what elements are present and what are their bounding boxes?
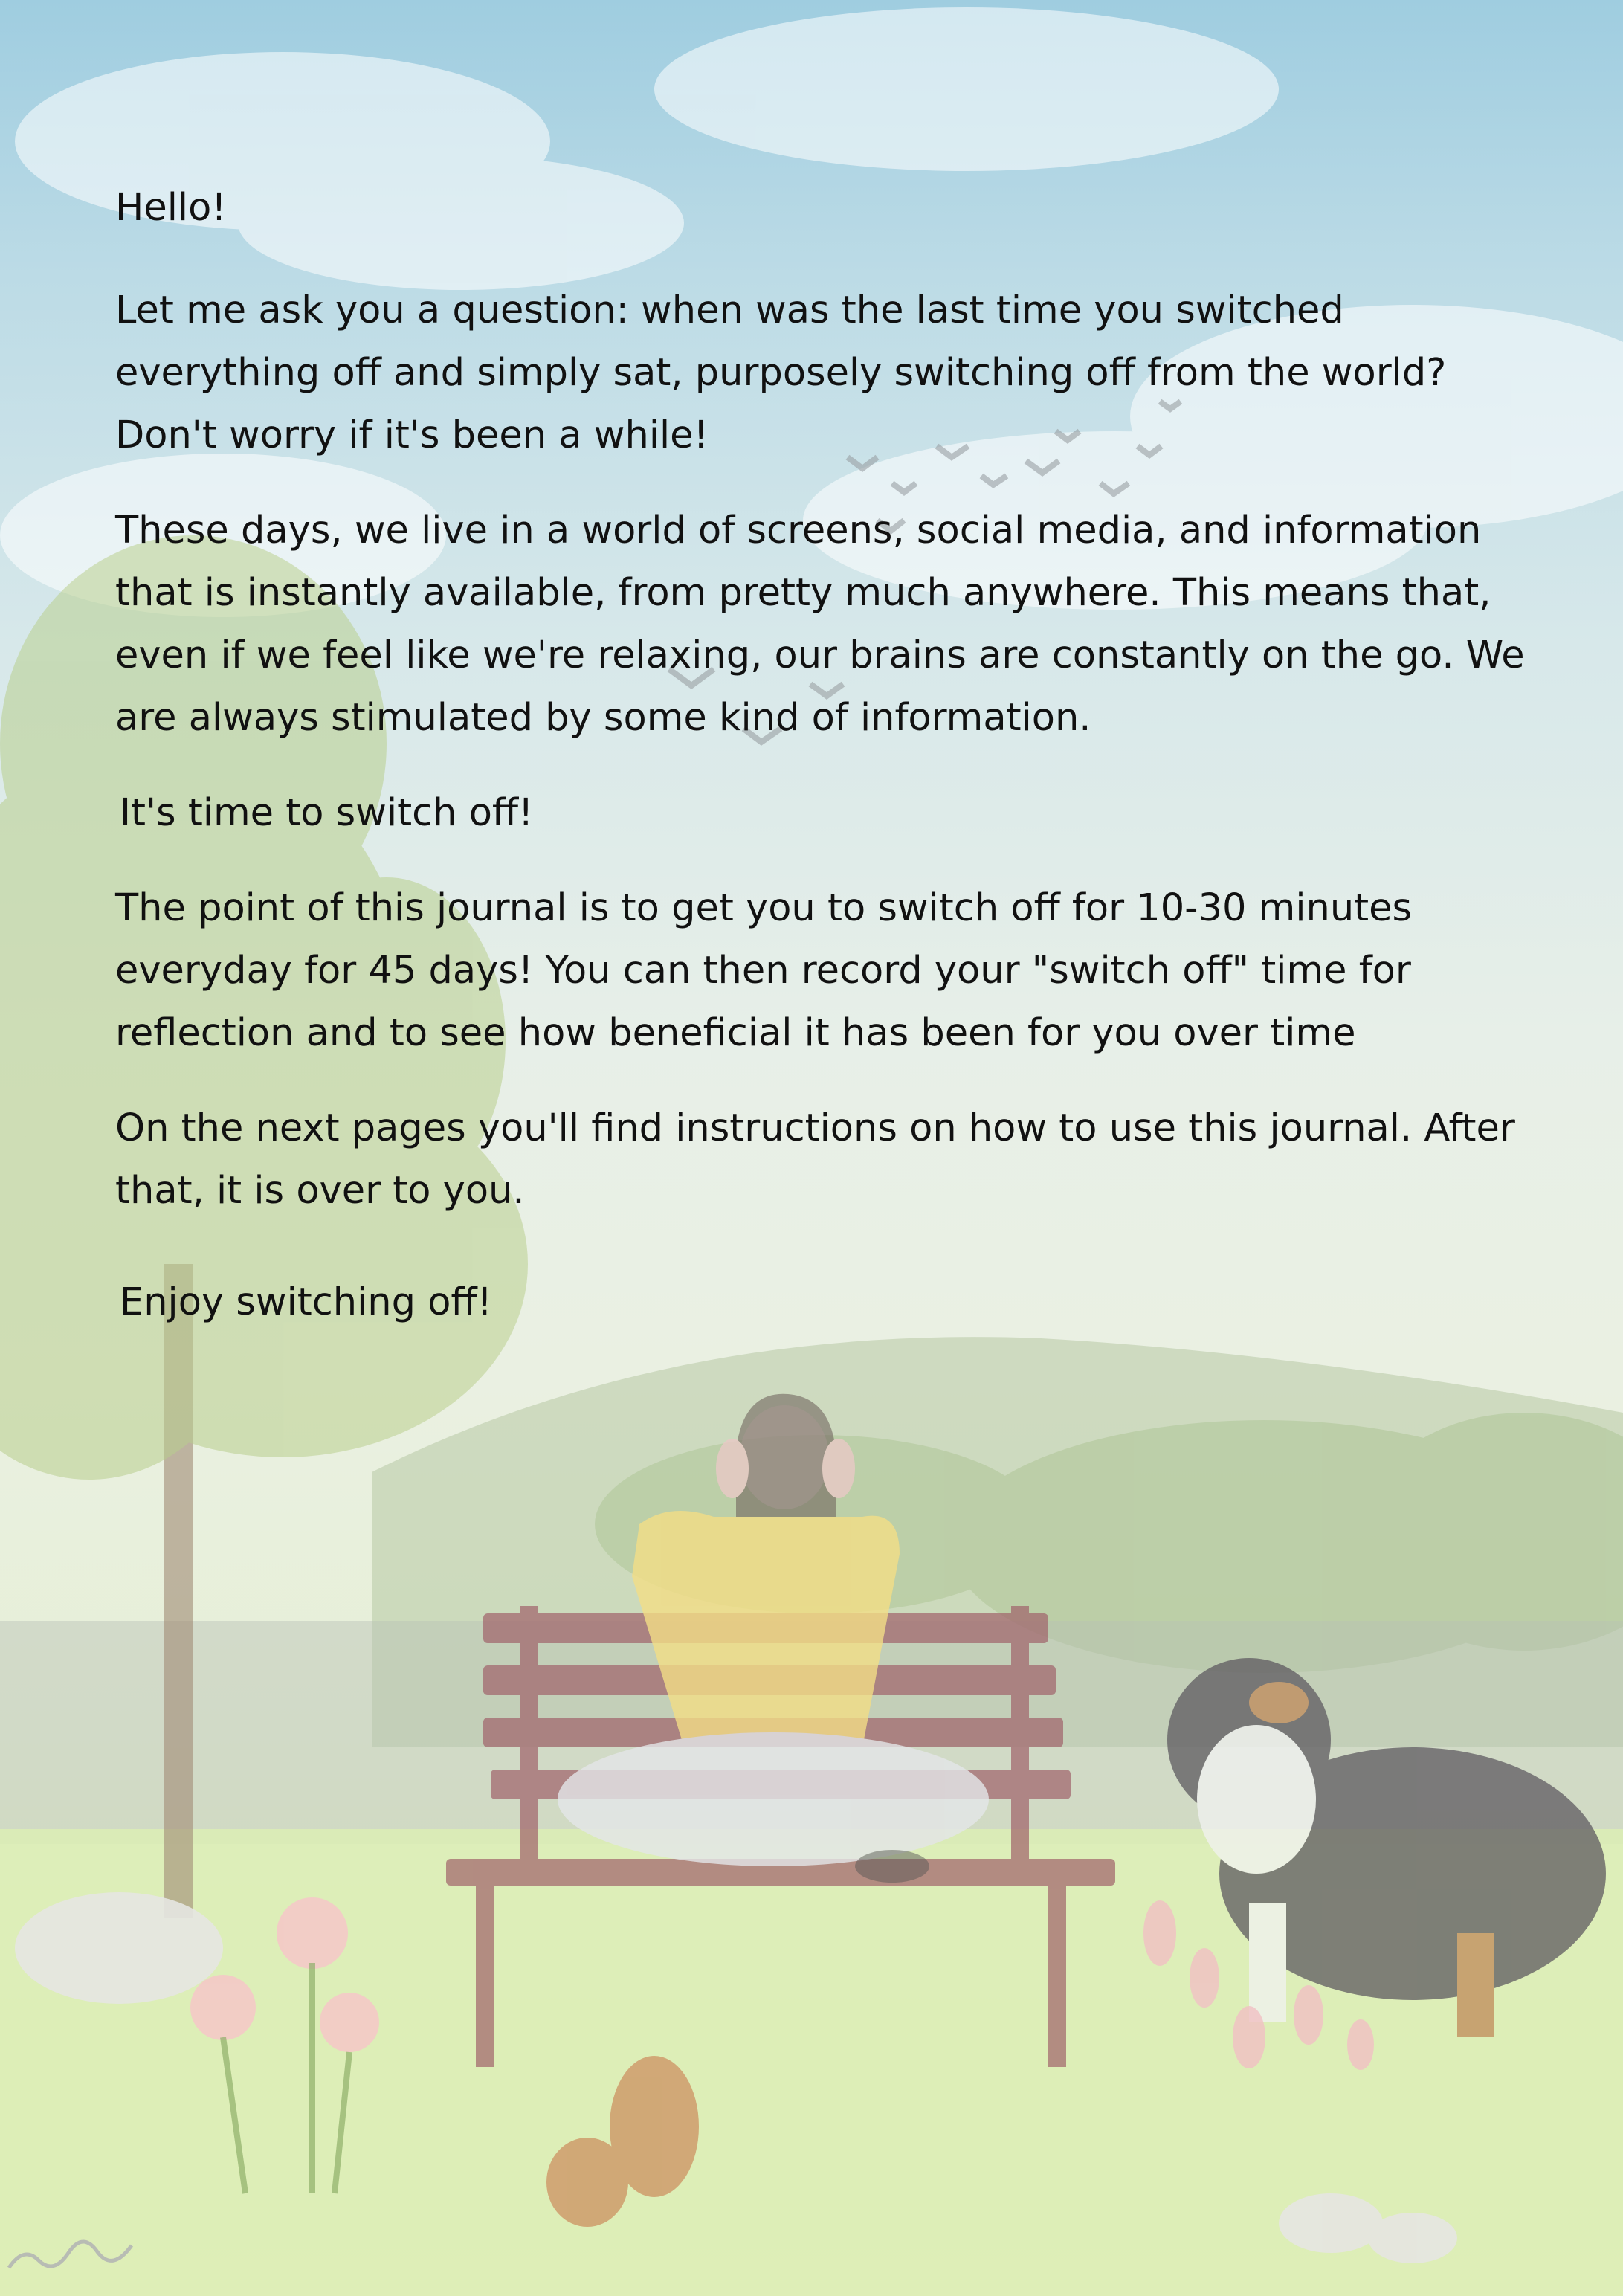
rock-left — [15, 1892, 223, 2004]
sign-off: Enjoy switching off! — [120, 1280, 492, 1324]
greeting: Hello! — [115, 186, 227, 230]
paragraph-question: Let me ask you a question: when was the last time you switched everything off and simply sat, purposely switching off from the world? Don't worry if it's been a while! — [115, 288, 1447, 457]
paragraph-next-pages: On the next pages you'll find instructions on how to use this journal. After that, it is over to you. — [115, 1106, 1515, 1213]
paragraph-journal-purpose: The point of this journal is to get you to switch off for 10-30 minutes everyday for 45 days! You can then record your "switch off" time for reflection and to see how beneficial it has been for you over time — [115, 886, 1413, 1055]
callout-switch-off: It's time to switch off! — [120, 791, 534, 835]
paragraph-screens: These days, we live in a world of screens, social media, and information that is instantly available, from pretty much anywhere. This means that, even if we feel like we're relaxing, our brains are constantly on the go. We are always stimulated by some kind of information. — [115, 509, 1525, 740]
artist-signature-mark — [1, 2201, 150, 2283]
letter-body — [115, 177, 1528, 1334]
